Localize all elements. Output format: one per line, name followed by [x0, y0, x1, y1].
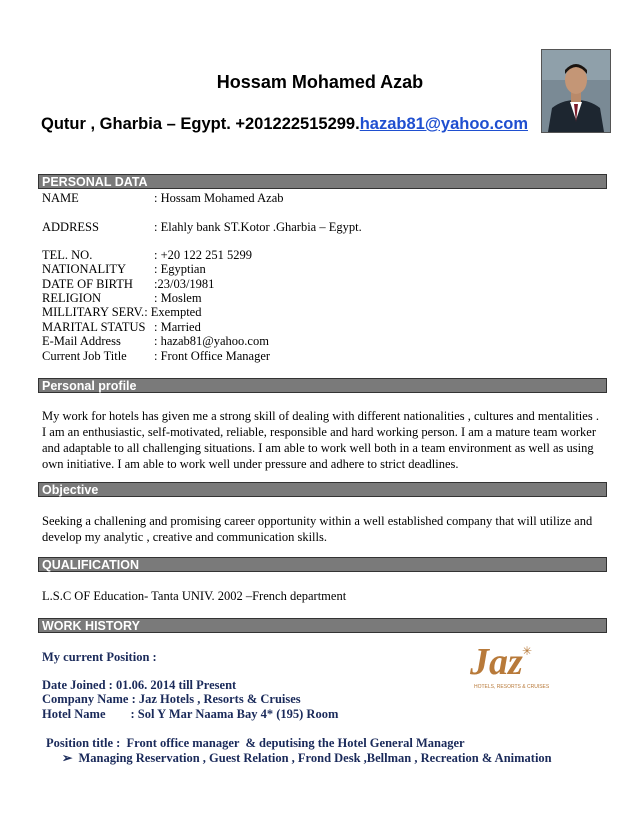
field-value: :23/03/1981 [154, 277, 215, 291]
position-title: Position title : Front office manager & deputising the Hotel General Manager [46, 736, 465, 750]
duty-text: Managing Reservation , Guest Relation , Frond Desk ,Bellman , Recreation & Animation [78, 751, 552, 765]
field-value: : Hossam Mohamed Azab [154, 191, 284, 205]
section-work-history: WORK HISTORY [38, 618, 607, 633]
field-value: : +20 122 251 5299 [154, 248, 253, 262]
field-label: ADDRESS [42, 220, 99, 234]
field-value: : Married [154, 320, 201, 334]
profile-photo-image [542, 50, 610, 132]
jaz-hotels-logo [468, 641, 550, 694]
field-name [42, 191, 284, 206]
field-label: MILLITARY SERV. [42, 305, 145, 319]
qualification-text: L.S.C OF Education- Tanta UNIV. 2002 –French department [42, 589, 347, 603]
field-religion [42, 291, 202, 306]
date-joined: Date Joined : 01.06. 2014 till Present [42, 678, 237, 692]
logo-star-icon: ✳ [522, 644, 533, 658]
logo-subtitle: HOTELS, RESORTS & CRUISES [474, 684, 550, 690]
profile-photo [541, 49, 611, 133]
field-value: : Elahly bank ST.Kotor .Gharbia – Egypt. [154, 220, 362, 234]
field-label: NATIONALITY [42, 262, 127, 276]
field-tel [42, 248, 252, 263]
field-label: TEL. NO. [42, 248, 93, 262]
logo-wordmark: Jaz [470, 641, 523, 683]
field-label: MARITAL STATUS [42, 320, 146, 334]
field-date-of-birth [42, 277, 214, 292]
field-label: RELIGION [42, 291, 102, 305]
field-label: NAME [42, 191, 79, 205]
arrow-bullet-icon: ➢ [62, 751, 73, 765]
field-value: : Front Office Manager [154, 349, 271, 363]
field-email [42, 334, 269, 349]
candidate-name: Hossam Mohamed Azab [216, 72, 424, 92]
field-nationality [42, 262, 206, 277]
section-qualification: QUALIFICATION [38, 557, 607, 572]
company-name: Company Name : Jaz Hotels , Resorts & Cruises [42, 692, 301, 706]
field-military [42, 305, 201, 320]
field-label: E-Mail Address [42, 334, 121, 348]
contact-line [41, 115, 528, 134]
objective-paragraph: Seeking a challening and promising career opportunity within a well established company that will utilize and develop my analytic , creative and communication skills. [42, 514, 593, 544]
field-value: : Egyptian [154, 262, 206, 276]
contact-address-phone: Qutur , Gharbia – Egypt. +201222515299. [41, 115, 360, 133]
field-job-title [42, 349, 270, 364]
field-value: : hazab81@yahoo.com [154, 334, 269, 348]
section-personal-data: PERSONAL DATA [38, 174, 607, 189]
duty-bullet [62, 750, 552, 766]
field-marital-status [42, 320, 201, 335]
field-value: : Exempted [144, 305, 202, 319]
section-personal-profile: Personal profile [38, 378, 607, 393]
field-label: DATE OF BIRTH [42, 277, 133, 291]
current-position-heading: My current Position : [42, 650, 157, 664]
field-label: Current Job Title [42, 349, 127, 363]
section-objective: Objective [38, 482, 607, 497]
field-value: : Moslem [154, 291, 202, 305]
hotel-name: Hotel Name : Sol Y Mar Naama Bay 4* (195) Room [42, 707, 339, 721]
field-address [42, 220, 362, 235]
profile-paragraph: My work for hotels has given me a strong skill of dealing with different nationalities , cultures and mentalities . I am an enthusiastic, self-motivated, reliable, responsible and hard working person. I am a mature team worker and adaptable to all challenging situations. I am able to work well both in a team environment as well as using own initiative. I am able to work well under pressure and adhere to strict deadlines. [42, 409, 599, 471]
contact-email-link[interactable]: hazab81@yahoo.com [359, 115, 529, 133]
